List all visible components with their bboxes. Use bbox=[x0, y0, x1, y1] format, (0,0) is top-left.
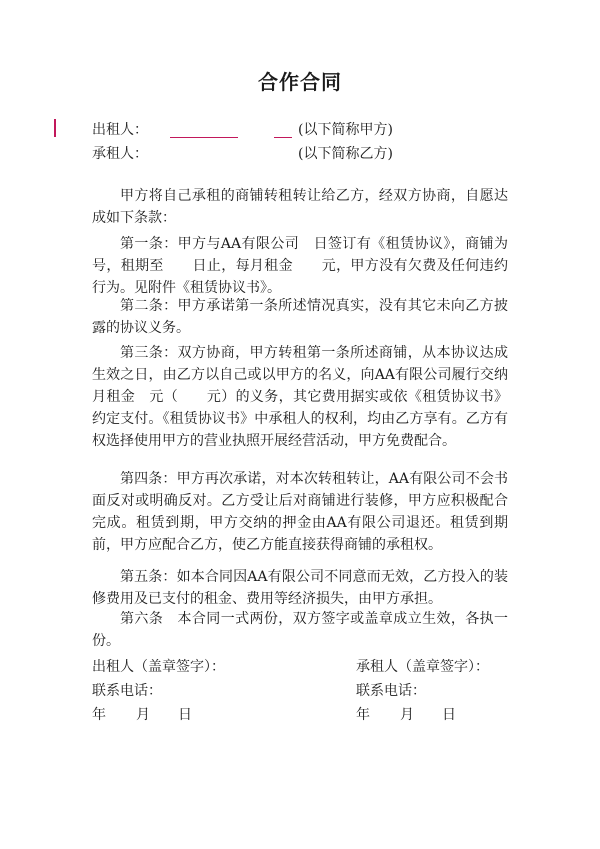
intro-paragraph: 甲方将自己承租的商铺转租转让给乙方，经双方协商，自愿达成如下条款： bbox=[92, 188, 508, 226]
clause-6: 第六条 本合同一式两份，双方签字或盖章成立生效，各执一份。 bbox=[92, 611, 508, 649]
lessor-date bbox=[92, 704, 192, 726]
document-title: 合作合同 bbox=[258, 70, 342, 94]
lessee-day: 日 bbox=[442, 707, 456, 723]
lessor-extra-blank[interactable] bbox=[274, 123, 292, 138]
clause-2: 第二条：甲方承诺第一条所述情况真实，没有其它未向乙方披露的协议义务。 bbox=[92, 298, 508, 336]
lessor-note: (以下简称甲方) bbox=[298, 122, 393, 138]
clause-5: 第五条：如本合同因AA有限公司不同意而无效，乙方投入的装修费用及已支付的租金、费用等经济损失，由甲方承担。 bbox=[92, 569, 508, 607]
lessee-note: (以下简称乙方) bbox=[298, 146, 393, 162]
lessee-line bbox=[92, 141, 393, 167]
lessor-line bbox=[92, 117, 393, 143]
clause-4: 第四条：甲方再次承诺，对本次转租转让，AA有限公司不会书面反对或明确反对。乙方受让后对商铺进行装修，甲方应积极配合完成。租赁到期，甲方交纳的押金由AA有限公司退还。租赁到期前，甲方应配合乙方，使乙方能直接获得商铺的承租权。 bbox=[92, 471, 508, 553]
clause-1: 第一条：甲方与AA有限公司 日签订有《租赁协议》，商铺为 号，租期至 日止，每月租金 元，甲方没有欠费及任何违约行为。见附件《租赁协议书》。 bbox=[92, 236, 536, 296]
lessee-label: 承租人： bbox=[92, 146, 148, 162]
lessee-phone-label: 联系电话： bbox=[356, 683, 426, 699]
lessor-label: 出租人： bbox=[92, 122, 148, 138]
text-cursor-marker bbox=[54, 119, 56, 137]
clause-3: 第三条：双方协商，甲方转租第一条所述商铺，从本协议达成生效之日，由乙方以自己或以甲方的名义，向AA有限公司履行交纳月租金 元（ 元）的义务，其它费用据实或依《租赁协议书》约定支付。《租赁协议书》中承租人的权利，均由乙方享有。乙方有权选择使用甲方的营业执照开展经营活动，甲方免费配合。 bbox=[92, 345, 508, 449]
lessee-date bbox=[356, 704, 456, 726]
lessor-month: 月 bbox=[136, 707, 150, 723]
lessor-signature-label: 出租人（盖章签字）： bbox=[92, 659, 225, 675]
lessor-name-blank[interactable] bbox=[170, 123, 238, 138]
lessor-day: 日 bbox=[178, 707, 192, 723]
lessor-phone-label: 联系电话： bbox=[92, 683, 162, 699]
lessee-signature-label: 承租人（盖章签字）： bbox=[356, 659, 489, 675]
lessee-month: 月 bbox=[400, 707, 414, 723]
lessee-year: 年 bbox=[356, 707, 370, 723]
lessor-year: 年 bbox=[92, 707, 106, 723]
